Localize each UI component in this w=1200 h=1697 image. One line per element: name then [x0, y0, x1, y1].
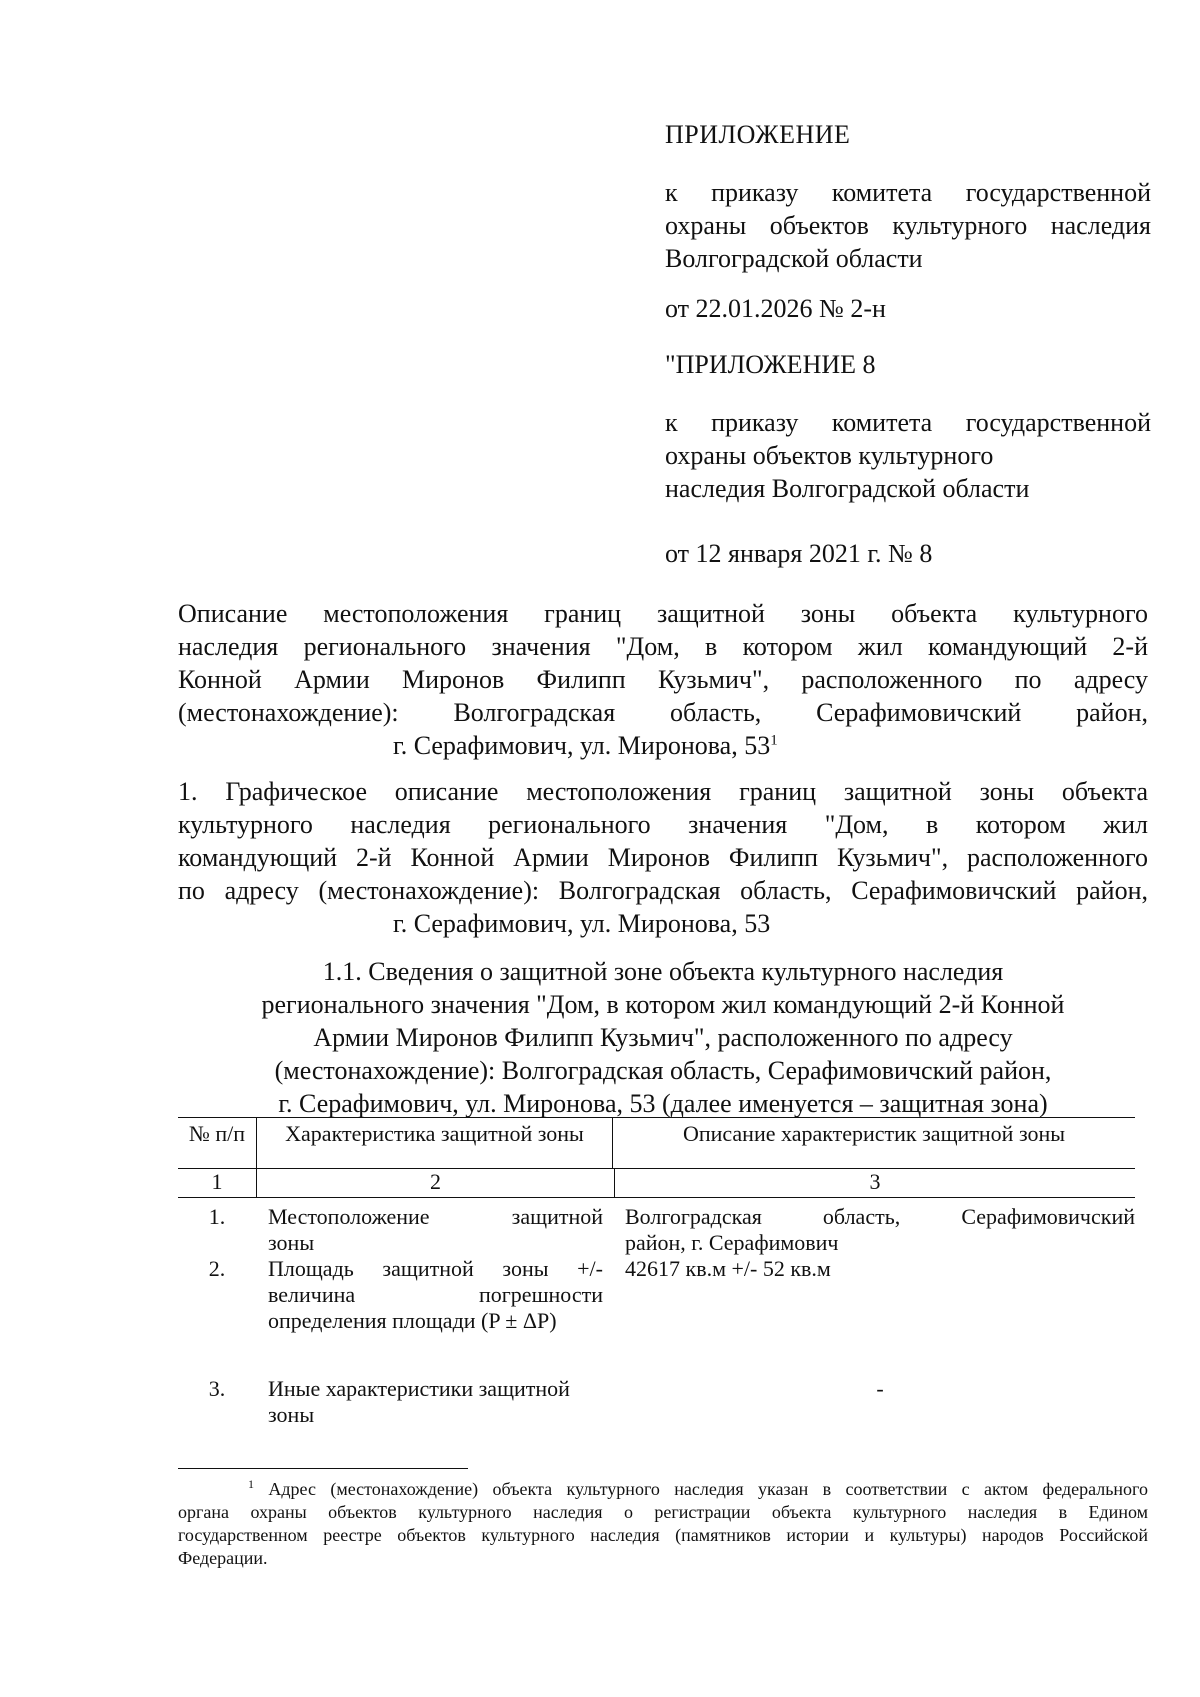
- table-header-row: [178, 1118, 1135, 1168]
- characteristic-line: Площадь защитной зоны +/-: [268, 1256, 603, 1281]
- appendix8-date: от 12 января 2021 г. № 8: [665, 539, 933, 568]
- section-1-line: командующий 2-й Конной Армии Миронов Филипп Кузьмич", расположенного: [178, 843, 1148, 872]
- row-description: [613, 1204, 1135, 1256]
- footnote-text: Адрес (местонахождение) объекта культурного наследия указан в соответствии с актом федерального: [268, 1479, 1148, 1499]
- order-reference: [665, 176, 1151, 275]
- table-row: [178, 1204, 1135, 1256]
- header-characteristic: Характеристика защитной зоны: [256, 1118, 613, 1168]
- order-date: от 22.01.2026 № 2-н: [665, 294, 886, 323]
- footnote-reference[interactable]: 1: [770, 732, 778, 749]
- section-1-line: 1. Графическое описание местоположения границ защитной зоны объекта: [178, 777, 1148, 806]
- appendix8-reference: [665, 406, 1151, 505]
- column-number: 1: [211, 1169, 223, 1194]
- footnote-divider: [178, 1468, 468, 1469]
- section-1-heading: [178, 775, 1148, 940]
- description-value-line: 42617 кв.м +/- 52 кв.м: [625, 1256, 831, 1281]
- appendix8-title: "ПРИЛОЖЕНИЕ 8: [665, 350, 876, 379]
- section-1-1-line: 1.1. Сведения о защитной зоне объекта культурного наследия: [322, 957, 1004, 986]
- section-1-1-line: регионального значения "Дом, в котором жил командующий 2-й Конной: [261, 990, 1065, 1019]
- characteristic-line: величина погрешности: [268, 1282, 603, 1307]
- description-value-line: район, г. Серафимович: [625, 1230, 839, 1255]
- section-1-1-heading: [178, 955, 1148, 1120]
- section-1-last-line: г. Серафимович, ул. Миронова, 53: [393, 909, 771, 938]
- description-address: г. Серафимович, ул. Миронова, 53: [393, 731, 771, 760]
- section-1-line: по адресу (местонахождение): Волгоградская область, Серафимовичский район,: [178, 876, 1148, 905]
- description-value-line: Волгоградская область, Серафимовичский: [625, 1204, 1135, 1229]
- boundary-description-title: [178, 597, 1148, 762]
- description-line: наследия регионального значения "Дом, в котором жил командующий 2-й: [178, 632, 1148, 661]
- section-1-1-line: Армии Миронов Филипп Кузьмич", расположенного по адресу: [313, 1023, 1013, 1052]
- protective-zone-table: [178, 1117, 1135, 1428]
- description-value-line: -: [876, 1376, 884, 1401]
- description-last-line: [178, 729, 1148, 762]
- footnote-line: [178, 1478, 1148, 1501]
- footnote: [178, 1478, 1148, 1570]
- section-1-1-line: г. Серафимович, ул. Миронова, 53 (далее именуется – защитная зона): [278, 1089, 1048, 1118]
- footnote-line: Федерации.: [178, 1548, 268, 1568]
- description-line: (местонахождение): Волгоградская область, Серафимовичский район,: [178, 698, 1148, 727]
- row-description: [613, 1256, 1135, 1334]
- characteristic-line: Иные характеристики защитной: [268, 1376, 570, 1401]
- characteristic-line: определения площади (P ± ΔP): [268, 1308, 557, 1333]
- row-characteristic: [256, 1376, 613, 1428]
- description-line: Описание местоположения границ защитной зоны объекта культурного: [178, 599, 1148, 628]
- row-number: 2.: [208, 1256, 226, 1281]
- appendix-title: ПРИЛОЖЕНИЕ: [665, 120, 851, 149]
- order-reference-line: Волгоградской области: [665, 244, 923, 273]
- header-number: № п/п: [188, 1121, 246, 1146]
- appendix8-reference-line: к приказу комитета государственной: [665, 408, 1151, 437]
- table-row: [178, 1376, 1135, 1428]
- section-1-1-line: (местонахождение): Волгоградская область, Серафимовичский район,: [274, 1056, 1052, 1085]
- table-column-numbers: [178, 1168, 1135, 1198]
- footnote-line: органа охраны объектов культурного наследия о регистрации объекта культурного наследия в Едином: [178, 1502, 1148, 1522]
- order-reference-line: к приказу комитета государственной: [665, 178, 1151, 207]
- table-row: [178, 1256, 1135, 1334]
- appendix8-reference-line: охраны объектов культурного: [665, 441, 994, 470]
- footnote-line: государственном реестре объектов культурного наследия (памятников истории и культуры) народов Российской: [178, 1525, 1148, 1545]
- appendix8-reference-line: наследия Волгоградской области: [665, 474, 1030, 503]
- description-line: Конной Армии Миронов Филипп Кузьмич", расположенного по адресу: [178, 665, 1148, 694]
- row-description: [613, 1376, 1135, 1428]
- row-characteristic: [256, 1204, 613, 1256]
- footnote-mark: 1: [248, 1477, 254, 1491]
- row-number: 1.: [208, 1204, 226, 1229]
- row-characteristic: [256, 1256, 613, 1334]
- characteristic-line: зоны: [268, 1402, 315, 1427]
- characteristic-line: зоны: [268, 1230, 315, 1255]
- header-description: Описание характеристик защитной зоны: [682, 1121, 1066, 1146]
- characteristic-line: Местоположение защитной: [268, 1204, 603, 1229]
- section-1-line: культурного наследия регионального значения "Дом, в котором жил: [178, 810, 1148, 839]
- order-reference-line: охраны объектов культурного наследия: [665, 211, 1151, 240]
- column-number: 2: [256, 1169, 615, 1197]
- row-number: 3.: [208, 1376, 226, 1401]
- column-number: 3: [869, 1169, 881, 1194]
